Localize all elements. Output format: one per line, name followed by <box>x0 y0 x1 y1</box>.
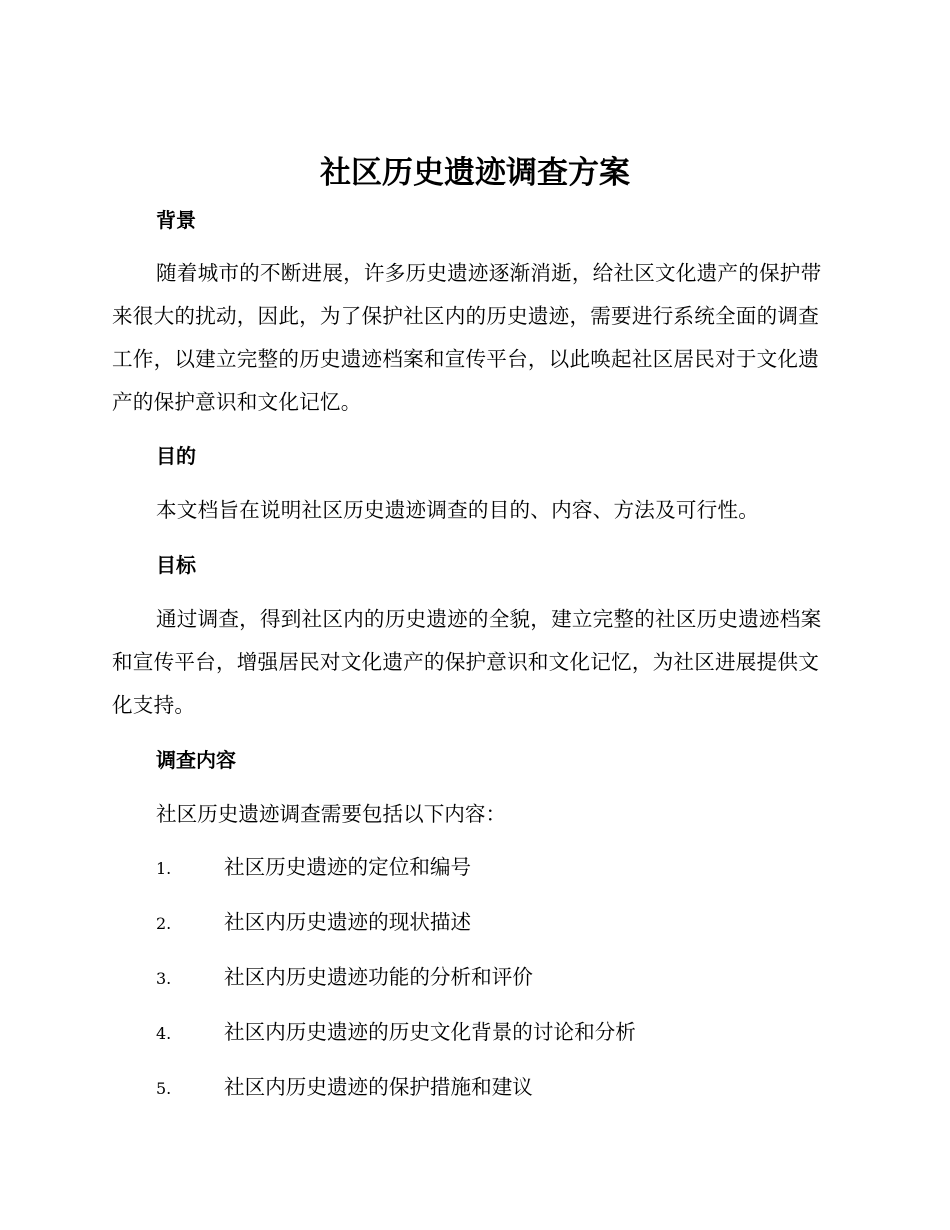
list-item-text: 社区内历史遗迹的保护措施和建议 <box>224 1075 533 1099</box>
list-item-text: 社区历史遗迹的定位和编号 <box>224 855 472 879</box>
heading-content: 调查内容 <box>156 748 236 772</box>
content-intro: 社区历史遗迹调查需要包括以下内容： <box>156 802 507 826</box>
list-item-number: 4. <box>156 1024 172 1043</box>
list-item-number: 3. <box>156 969 172 988</box>
document-title: 社区历史遗迹调查方案 <box>320 155 630 191</box>
paragraph-background: 随着城市的不断进展，许多历史遗迹逐渐消逝，给社区文化遗产的保护带来很大的扰动，因此，为了保护社区内的历史遗迹，需要进行系统全面的调查工作，以建立完整的历史遗迹档案和宣传平台，以此唤起社区居民对于文化遗产的保护意识和文化记忆。 <box>112 261 822 414</box>
paragraph-goal: 通过调查，得到社区内的历史遗迹的全貌，建立完整的社区历史遗迹档案和宣传平台，增强居民对文化遗产的保护意识和文化记忆，为社区进展提供文化支持。 <box>112 607 822 717</box>
heading-goal: 目标 <box>156 553 196 577</box>
list-item-text: 社区内历史遗迹功能的分析和评价 <box>224 965 533 989</box>
list-item-number: 5. <box>156 1079 172 1098</box>
heading-purpose: 目的 <box>156 444 196 468</box>
list-item-text: 社区内历史遗迹的历史文化背景的讨论和分析 <box>224 1020 636 1044</box>
paragraph-purpose: 本文档旨在说明社区历史遗迹调查的目的、内容、方法及可行性。 <box>156 498 760 522</box>
list-item-number: 1. <box>156 859 172 878</box>
list-item-text: 社区内历史遗迹的现状描述 <box>224 910 472 934</box>
list-item-number: 2. <box>156 914 172 933</box>
heading-background: 背景 <box>156 208 196 232</box>
